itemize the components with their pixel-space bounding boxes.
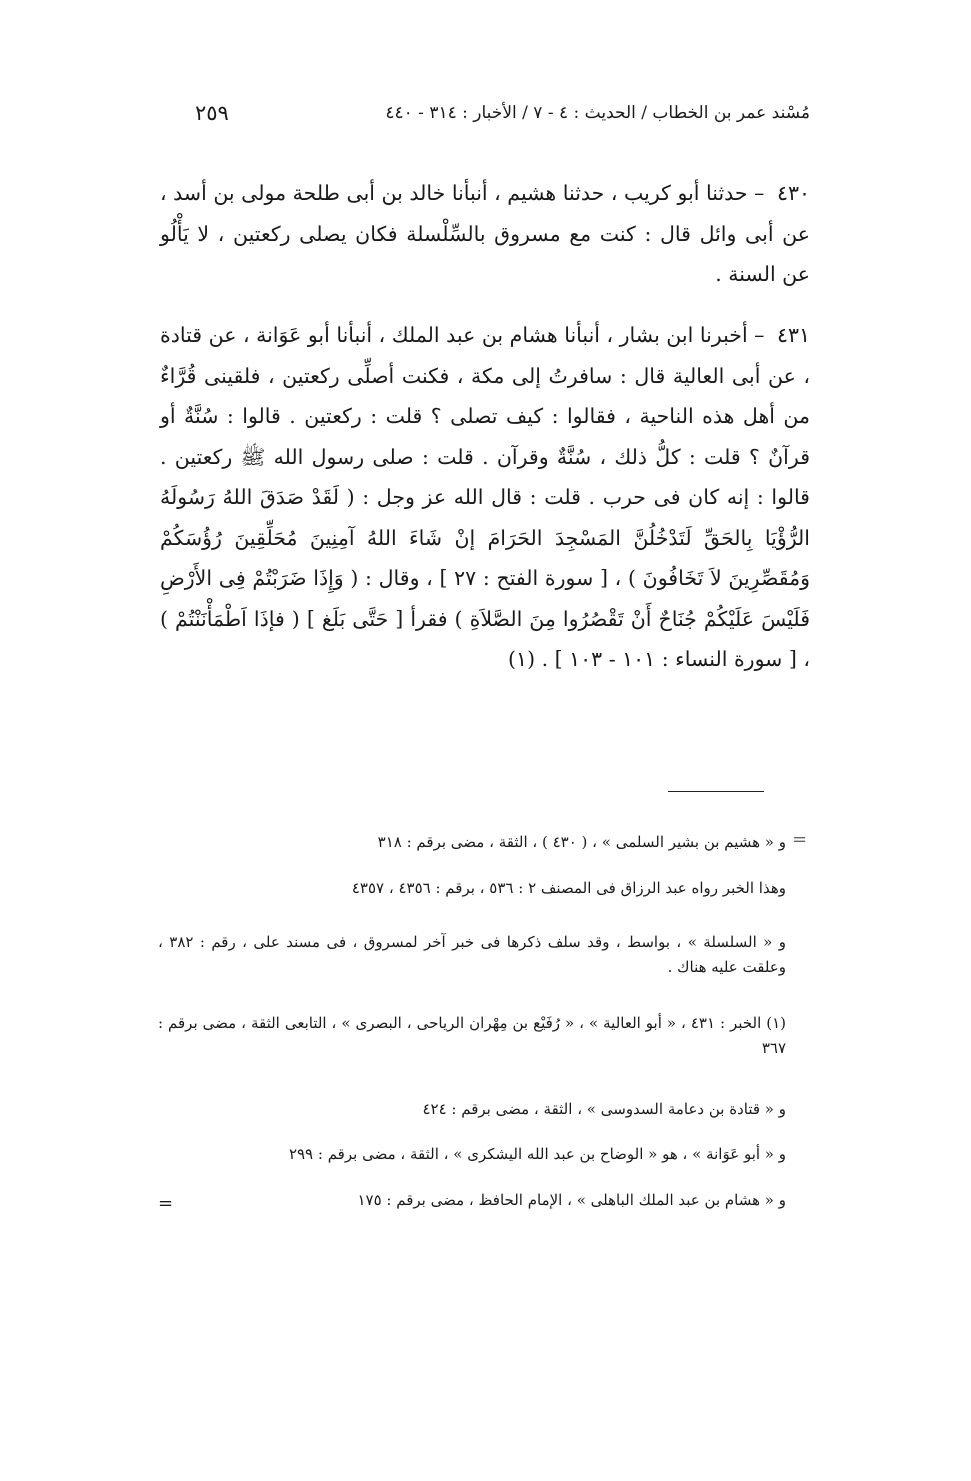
footnote-line: و « هشيم بن بشير السلمى » ، ( ٤٣٠ ) ، الثقة ، مضى برقم : ٣١٨ [377,833,786,851]
footnote-line: (١) الخبر : ٤٣١ ، « أبو العالية » ، « رُفَيْع بن مِهْران الرياحى ، البصرى » ، التابعى الثقة ، مضى برقم : ٣٦٧ [158,1014,787,1057]
footnote-separator-rule [668,791,764,792]
hadith-number: ٤٣١ [776,323,810,347]
running-header [195,96,810,130]
hadith-text: حدثنا أبو كريب ، حدثنا هشيم ، أنبأنا خالد بن أبى طلحة مولى بن أسد ، عن أبى وائل قال : كنت مع مسروق بالسِّلْسلة فكان يصلى ركعتين ، لا يَأْلُو عن السنة . [160,181,810,286]
hadith-text: أخبرنا ابن بشار ، أنبأنا هشام بن عبد الملك ، أنبأنا أبو عَوَانة ، عن قتادة ، عن أبى العالية قال : سافرتُ إلى مكة ، فكنت أصلِّى ركعتين ، فلقينى قُرَّاءٌ من أهل هذه الناحية ، فقالوا : كيف تصلى ؟ قلت : ركعتين . قالوا : سُنَّةٌ أو قرآنٌ ؟ قلت : كلُّ ذلك ، سُنَّةٌ وقرآن . قلت : صلى رسول الله ﷺ ركعتين . قالوا : إنه كان فى حرب . قلت : قال الله عز وجل : ( لَقَدْ صَدَقَ اللهُ رَسُولَهُ الرُّؤْيَا بِالحَقِّ لَتَدْخُلُنَّ المَسْجِدَ الحَرَامَ إنْ شَاءَ اللهُ آمِنِينَ مُحَلِّقِينَ رُؤُسَكُمْ وَمُقَصِّرِينَ لاَ تَخَافُونَ ) ، [ سورة الفتح : ٢٧ ] ، وقال : ( وَإِذَا ضَرَبْتُمْ فِى الأَرْضِ فَلَيْسَ عَلَيْكُمْ جُنَاحٌ أَنْ تَقْصُرُوا مِنَ الصَّلاَةِ ) فقرأ [ حَتَّى بَلَغ ] ( فإذَا اَطْمَأْنَنْتُمْ ) ، [ سورة النساء : ١٠١ - ١٠٣ ] . (١) [159,323,811,671]
continuation-mark-top: = [792,829,808,850]
running-title: مُسْند عمر بن الخطاب / الحديث : ٤ - ٧ / الأخبار : ٣١٤ - ٤٤٠ [385,103,810,123]
footnote-line: و « هشام بن عبد الملك الباهلى » ، الإمام الحافظ ، مضى برقم : ١٧٥ [357,1191,786,1209]
dash-separator: – [754,323,765,347]
footnote-line: و « السلسلة » ، بواسط ، وقد سلف ذكرها فى خبر آخر لمسروق ، فى مسند على ، رقم : ٣٨٢ ، وعلقت عليه هناك . [158,933,787,976]
hadith-431 [160,315,810,680]
footnote-line: وهذا الخبر رواه عبد الرزاق فى المصنف ٢ : ٥٣٦ ، برقم : ٤٣٥٦ ، ٤٣٥٧ [351,879,786,897]
dash-separator: – [754,181,765,205]
page-number: ٢٥٩ [195,101,229,125]
continuation-mark-bottom: = [158,1193,174,1214]
hadith-number: ٤٣٠ [776,181,810,205]
footnote-line: و « أبو عَوَانة » ، هو « الوضاح بن عبد الله اليشكرى » ، الثقة ، مضى برقم : ٢٩٩ [288,1145,786,1163]
hadith-430 [160,173,810,295]
footnote-line: و « قتادة بن دعامة السدوسى » ، الثقة ، مضى برقم : ٤٢٤ [422,1100,786,1118]
